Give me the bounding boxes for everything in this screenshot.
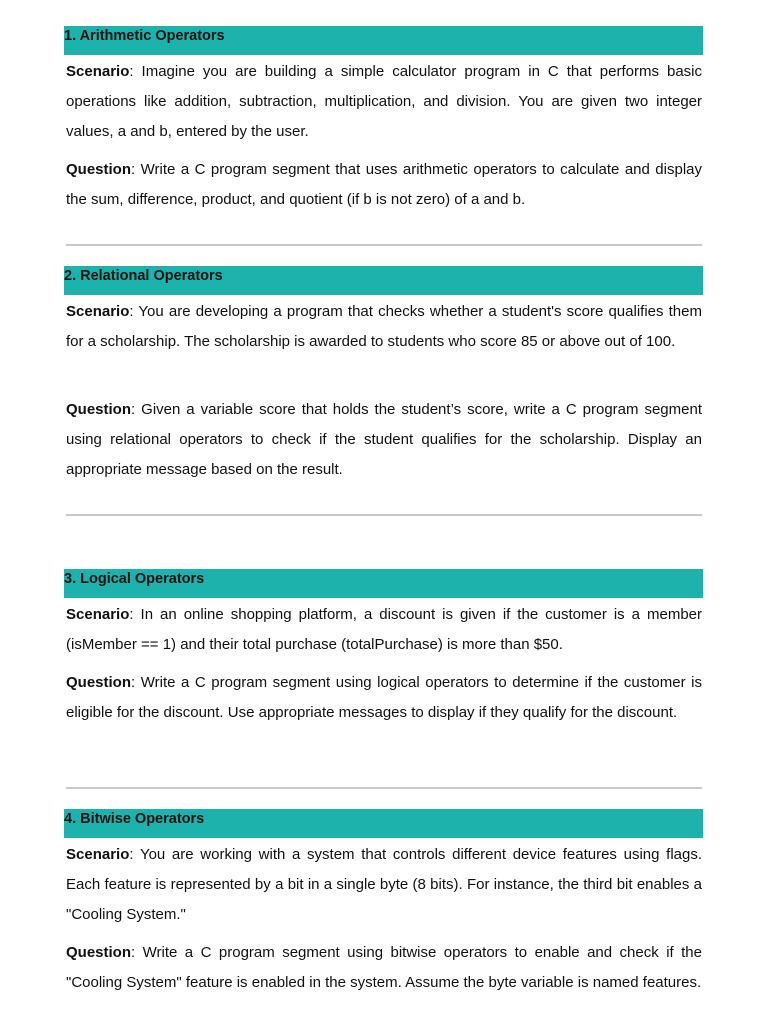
- section-1-question: [66, 155, 702, 215]
- section-1-heading: 1. Arithmetic Operators: [64, 26, 703, 55]
- question-label: Question: [66, 674, 132, 691]
- question-label: Question: [66, 161, 132, 178]
- section-2-heading: 2. Relational Operators: [64, 266, 703, 295]
- question-text: : Given a variable score that holds the student’s score, write a C program segment using relational operators to check if the student qualifies for the scholarship. Display an appropriate message based on the result.: [66, 401, 702, 478]
- scenario-text: : In an online shopping platform, a discount is given if the customer is a member (isMember == 1) and their total purchase (totalPurchase) is more than $50.: [66, 606, 702, 653]
- question-label: Question: [66, 401, 132, 418]
- section-4-question: [66, 938, 702, 998]
- scenario-text: : Imagine you are building a simple calculator program in C that performs basic operations like addition, subtraction, multiplication, and division. You are given two integer values, a and b, entered by the user.: [66, 63, 702, 140]
- section-1-scenario: [66, 57, 702, 147]
- section-3-scenario: [66, 600, 702, 660]
- section-divider: [66, 244, 702, 246]
- question-text: : Write a C program segment using bitwise operators to enable and check if the "Cooling System" feature is enabled in the system. Assume the byte variable is named features.: [66, 944, 702, 991]
- scenario-label: Scenario: [66, 303, 130, 320]
- section-divider: [66, 514, 702, 516]
- section-4-heading: 4. Bitwise Operators: [64, 809, 703, 838]
- question-text: : Write a C program segment that uses arithmetic operators to calculate and display the sum, difference, product, and quotient (if b is not zero) of a and b.: [66, 161, 702, 208]
- section-2-question: [66, 395, 702, 485]
- scenario-text: : You are developing a program that checks whether a student's score qualifies them for a scholarship. The scholarship is awarded to students who score 85 or above out of 100.: [66, 303, 702, 350]
- section-divider: [66, 787, 702, 789]
- section-4-scenario: [66, 840, 702, 930]
- scenario-label: Scenario: [66, 846, 130, 863]
- scenario-label: Scenario: [66, 606, 130, 623]
- section-3-question: [66, 668, 702, 728]
- scenario-label: Scenario: [66, 63, 130, 80]
- question-text: : Write a C program segment using logical operators to determine if the customer is eligible for the discount. Use appropriate messages to display if they qualify for the discount.: [66, 674, 702, 721]
- section-3-heading: 3. Logical Operators: [64, 569, 703, 598]
- scenario-text: : You are working with a system that controls different device features using flags. Each feature is represented by a bit in a single byte (8 bits). For instance, the third bit enables a "Cooling System.": [66, 846, 702, 923]
- section-2-scenario: [66, 297, 702, 357]
- question-label: Question: [66, 944, 132, 961]
